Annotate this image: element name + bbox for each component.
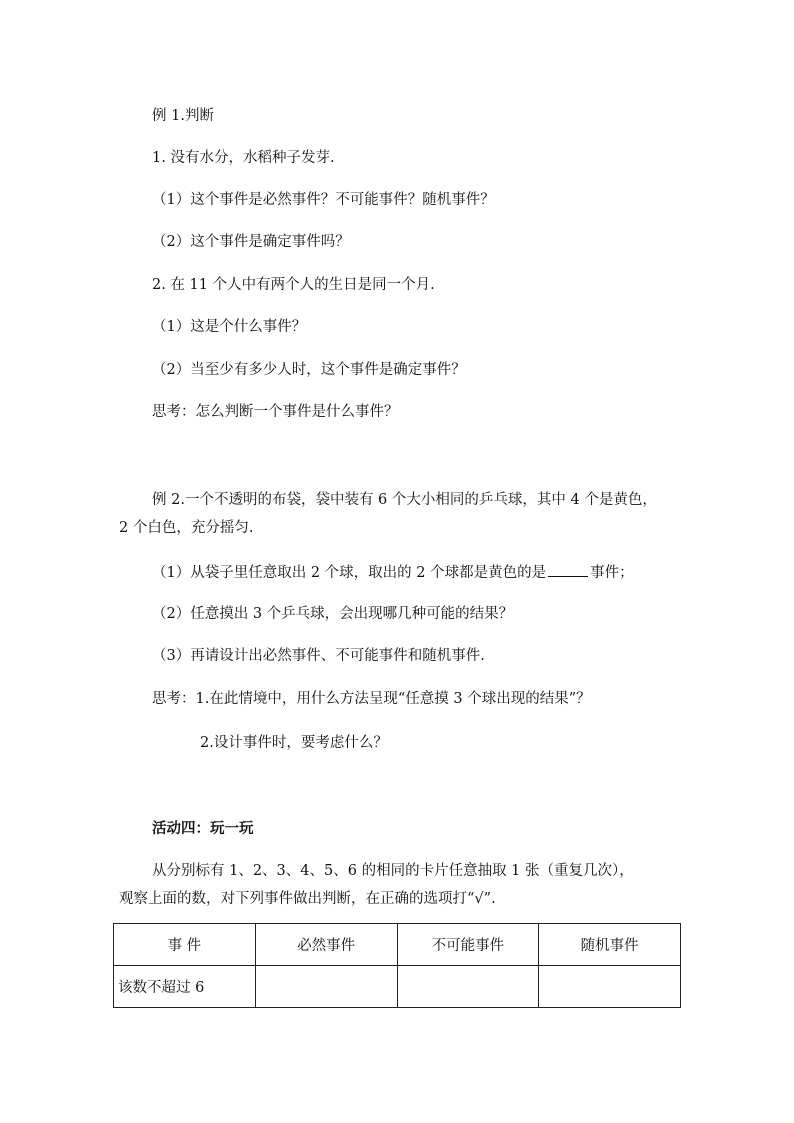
table-header-cell: 不可能事件 bbox=[397, 924, 539, 966]
activity-line2: 观察上面的数，对下列事件做出判断，在正确的选项打“√”. bbox=[119, 891, 496, 907]
example2-think1: 思考：1.在此情境中，用什么方法呈现“任意摸 3 个球出现的结果”？ bbox=[152, 691, 591, 707]
table-cell-certain[interactable] bbox=[255, 966, 397, 1008]
table-header-cell: 事 件 bbox=[114, 924, 256, 966]
example1-question1-part1: （1）这个事件是必然事件？不可能事件？随机事件？ bbox=[152, 192, 495, 208]
table-cell-event: 该数不超过 6 bbox=[114, 966, 256, 1008]
example1-question2-part2: （2）当至少有多少人时，这个事件是确定事件？ bbox=[152, 362, 466, 378]
judgment-table bbox=[113, 923, 681, 1008]
table-row bbox=[114, 966, 681, 1008]
example1-think: 思考：怎么判断一个事件是什么事件？ bbox=[152, 404, 399, 420]
example2-line1: 例 2.一个不透明的布袋，袋中装有 6 个大小相同的乒乓球，其中 4 个是黄色， bbox=[152, 492, 657, 508]
activity-title: 活动四：玩一玩 bbox=[152, 820, 254, 837]
example2-question1 bbox=[152, 562, 634, 583]
example1-question2: 2. 在 11 个人中有两个人的生日是同一个月. bbox=[152, 277, 435, 293]
example1-question2-part1: （1）这是个什么事件？ bbox=[152, 319, 307, 335]
example1-title: 例 1.判断 bbox=[152, 108, 214, 124]
answer-blank[interactable] bbox=[548, 562, 588, 577]
table-header-row bbox=[114, 924, 681, 966]
table-header-cell: 随机事件 bbox=[539, 924, 681, 966]
example2-line2: 2 个白色，充分摇匀. bbox=[119, 520, 254, 536]
table-cell-random[interactable] bbox=[539, 966, 681, 1008]
example1-question1-part2: （2）这个事件是确定事件吗？ bbox=[152, 234, 350, 250]
example2-question3: （3）再请设计出必然事件、不可能事件和随机事件. bbox=[152, 648, 485, 664]
table-cell-impossible[interactable] bbox=[397, 966, 539, 1008]
example2-question2: （2）任意摸出 3 个乒乓球，会出现哪几种可能的结果？ bbox=[152, 606, 514, 622]
example2-think2: 2.设计事件时，要考虑什么？ bbox=[200, 735, 388, 751]
activity-line1: 从分别标有 1、2、3、4、5、6 的相同的卡片任意抽取 1 张（重复几次）， bbox=[152, 863, 634, 879]
example1-question1: 1. 没有水分，水稻种子发芽. bbox=[152, 150, 335, 166]
table-header-cell: 必然事件 bbox=[255, 924, 397, 966]
example2-question1-suffix: 事件； bbox=[590, 565, 634, 581]
example2-question1-text: （1）从袋子里任意取出 2 个球，取出的 2 个球都是黄色的是 bbox=[152, 565, 547, 581]
